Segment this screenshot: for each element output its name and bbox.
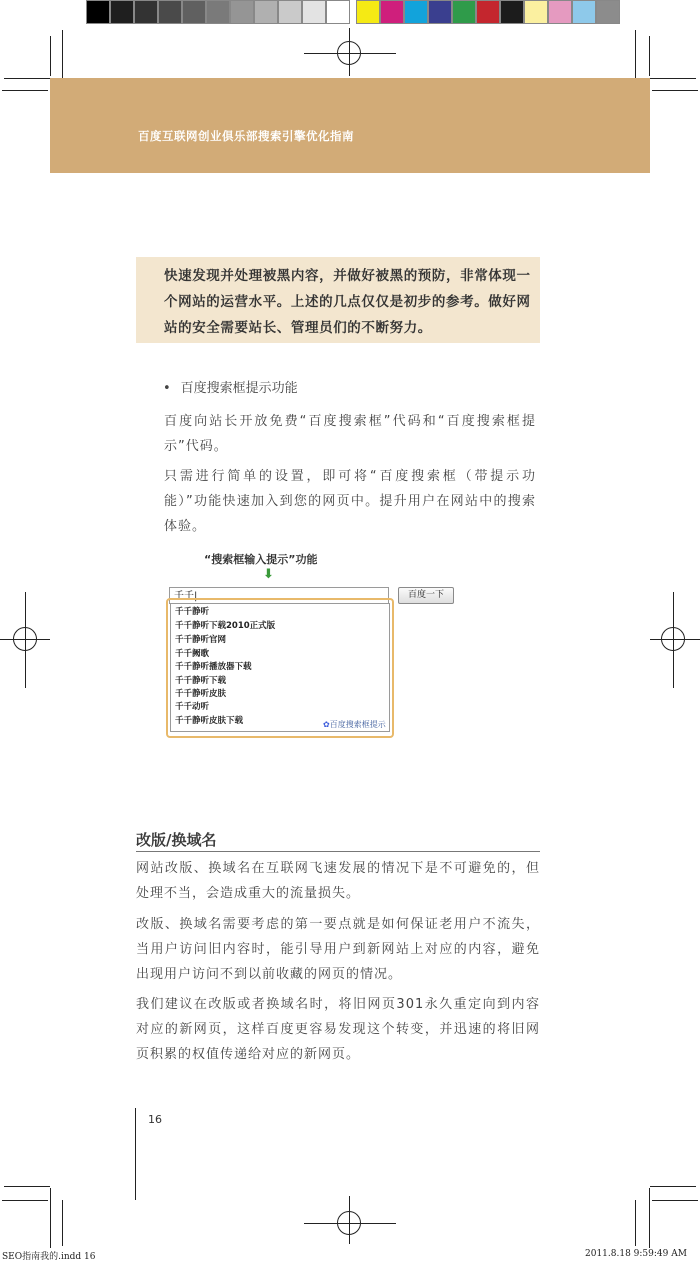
registration-line: [349, 28, 350, 76]
slug-filename: SEO指南我的.indd 16: [2, 1252, 96, 1262]
suggestion-item[interactable]: 千千阙歌: [175, 649, 210, 659]
color-swatch: [230, 0, 254, 24]
suggestion-item[interactable]: 千千静听官网: [175, 635, 227, 645]
color-swatch: [206, 0, 230, 24]
crop-mark: [649, 1188, 650, 1248]
crop-mark: [50, 36, 51, 76]
color-swatch: [524, 0, 548, 24]
crop-mark: [650, 78, 696, 79]
section-paragraph-2: 改版、换域名需要考虑的第一要点就是如何保证老用户不流失，当用户访问旧内容时，能引导用户到新网站上对应的内容，避免出现用户访问不到以前收藏的网页的情况。: [136, 917, 540, 982]
suggestion-item[interactable]: 千千静听下载: [175, 676, 227, 686]
bullet-title-text: 百度搜索框提示功能: [180, 381, 298, 396]
color-swatch: [302, 0, 326, 24]
suggestion-item[interactable]: 千千静听下载2010正式版: [175, 621, 276, 631]
crop-mark: [50, 1188, 51, 1248]
crop-mark: [62, 1200, 63, 1246]
color-swatch: [452, 0, 476, 24]
page-number: 16: [148, 1113, 162, 1126]
crop-mark: [4, 78, 50, 79]
color-swatch: [278, 0, 302, 24]
color-swatch: [158, 0, 182, 24]
section-paragraph-1: 网站改版、换域名在互联网飞速发展的情况下是不可避免的，但处理不当，会造成重大的流量损失。: [136, 861, 540, 901]
registration-line: [673, 592, 674, 688]
crop-mark: [652, 1200, 698, 1201]
color-swatch: [596, 0, 620, 24]
color-swatch: [428, 0, 452, 24]
header-band: [50, 78, 650, 173]
color-swatch: [476, 0, 500, 24]
registration-line: [25, 592, 26, 688]
suggestion-item[interactable]: 千千动听: [175, 702, 210, 712]
color-bar: [86, 0, 620, 26]
crop-mark: [652, 90, 698, 91]
section-divider: [136, 851, 540, 852]
registration-line: [650, 639, 700, 640]
color-swatch: [572, 0, 596, 24]
header-title: 百度互联网创业俱乐部搜索引擎优化指南: [138, 129, 354, 143]
registration-line: [304, 53, 396, 54]
slug-timestamp: 2011.8.18 9:59:49 AM: [585, 1249, 687, 1259]
crop-mark: [649, 36, 650, 76]
crop-mark: [2, 90, 48, 91]
bullet-dot: •: [163, 381, 171, 396]
color-swatch: [548, 0, 572, 24]
suggestion-item[interactable]: 千千静听皮肤: [175, 689, 227, 699]
figure-caption: “搜索框输入提示”功能: [204, 553, 318, 566]
color-swatch: [86, 0, 110, 24]
suggestion-footer-text: 百度搜索框提示: [329, 720, 386, 729]
bullet-paragraph-2: 只需进行简单的设置，即可将“百度搜索框（带提示功能）”功能快速加入到您的网页中。提升用户在网站中的搜索体验。: [164, 469, 536, 534]
registration-line: [349, 1196, 350, 1244]
arrow-down-icon: ⬇: [263, 567, 274, 582]
search-button[interactable]: 百度一下: [398, 587, 454, 604]
color-swatch: [356, 0, 380, 24]
color-swatch: [404, 0, 428, 24]
search-input[interactable]: 千千|: [169, 587, 389, 604]
suggestion-footer[interactable]: [323, 719, 386, 730]
bullet-paragraph-1: 百度向站长开放免费“百度搜索框”代码和“百度搜索框提示”代码。: [164, 414, 536, 454]
crop-mark: [650, 1186, 696, 1187]
crop-mark: [4, 1186, 50, 1187]
baidu-paw-icon: ✿: [323, 720, 330, 729]
color-swatch: [380, 0, 404, 24]
registration-line: [304, 1223, 396, 1224]
color-swatch: [326, 0, 350, 24]
section-paragraph-3: 我们建议在改版或者换域名时，将旧网页301永久重定向到内容对应的新网页，这样百度更容易发现这个转变，并迅速的将旧网页积累的权值传递给对应的新网页。: [136, 997, 540, 1062]
suggestion-item[interactable]: 千千静听皮肤下载: [175, 716, 244, 726]
crop-mark: [2, 1200, 48, 1201]
color-swatch: [110, 0, 134, 24]
suggestion-item[interactable]: 千千静听播放器下载: [175, 662, 252, 672]
color-swatch: [254, 0, 278, 24]
page-number-rule: [135, 1108, 136, 1200]
color-swatch: [134, 0, 158, 24]
color-swatch: [500, 0, 524, 24]
section-title: 改版/换域名: [136, 831, 217, 849]
color-swatch: [182, 0, 206, 24]
suggestion-item[interactable]: 千千静听: [175, 607, 210, 617]
crop-mark: [635, 1200, 636, 1246]
bullet-title: [163, 377, 298, 396]
callout-text: 快速发现并处理被黑内容，并做好被黑的预防，非常体现一个网站的运营水平。上述的几点仅仅是初步的参考。做好网站的安全需要站长、管理员们的不断努力。: [164, 268, 531, 336]
